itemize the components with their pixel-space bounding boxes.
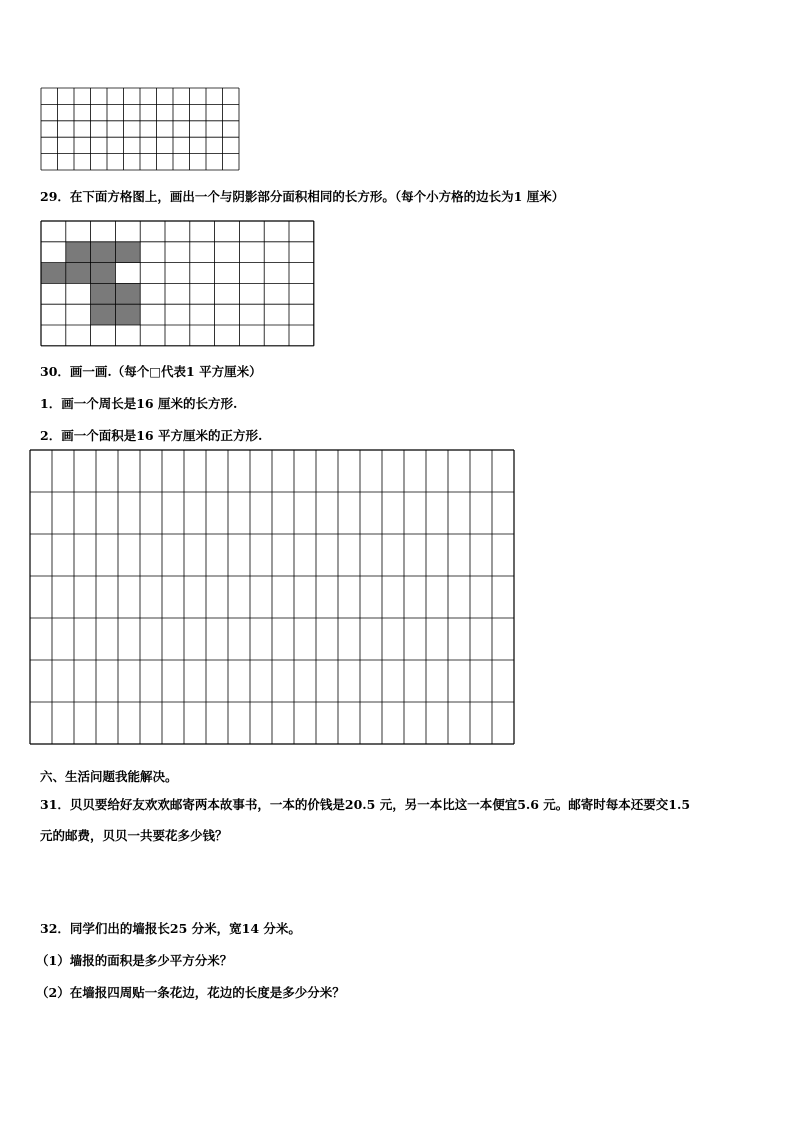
shaded-cell: [115, 283, 140, 304]
q30-item-2: 2．画一个面积是16 平方厘米的正方形.: [40, 428, 263, 443]
grid-large: [29, 449, 518, 747]
shaded-cell: [115, 304, 140, 325]
shaded-cell: [66, 242, 91, 263]
q29-label: 29．在下面方格图上，画出一个与阴影部分面积相同的长方形。（每个小方格的边长为1 厘米）: [40, 189, 565, 204]
shaded-cell: [91, 242, 116, 263]
shaded-cell: [91, 283, 116, 304]
grid-top: [40, 87, 240, 171]
section-6-title: 六、生活问题我能解决。: [40, 769, 178, 784]
q30-item-1: 1．画一个周长是16 厘米的长方形.: [40, 396, 238, 411]
q32-sub-2: （2）在墙报四周贴一条花边，花边的长度是多少分米？: [36, 985, 345, 1000]
shaded-cell: [91, 304, 116, 325]
q32-sub-1: （1）墙报的面积是多少平方分米？: [36, 953, 233, 968]
grid-shaded: [40, 220, 316, 348]
shaded-cell: [91, 263, 116, 284]
q30-label: 30．画一画.（每个□代表1 平方厘米）: [40, 364, 262, 379]
q31-line-1: 31．贝贝要给好友欢欢邮寄两本故事书，一本的价钱是20.5 元，另一本比这一本便宜5.6 元。邮寄时每本还要交1.5: [40, 797, 691, 812]
shaded-cell: [66, 263, 91, 284]
shaded-cell: [41, 263, 66, 284]
shaded-cell: [115, 242, 140, 263]
q31-line-2: 元的邮费，贝贝一共要花多少钱？: [40, 828, 228, 843]
q32-label: 32．同学们出的墙报长25 分米，宽14 分米。: [40, 921, 301, 936]
